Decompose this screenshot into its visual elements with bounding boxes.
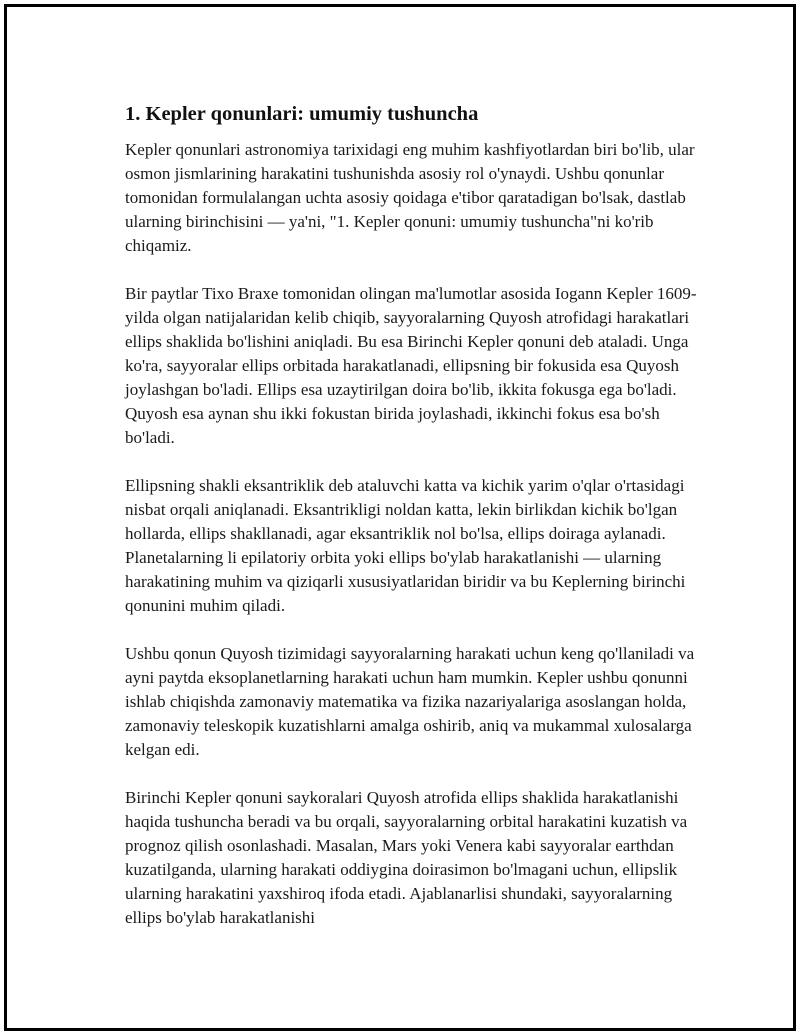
paragraph-intro: Kepler qonunlari astronomiya tarixidagi eng muhim kashfiyotlardan biri bo'lib, ular osmon jismlarining harakatini tushunishda asosiy rol o'ynaydi. Ushbu qonunlar tomonidan formulalangan uchta asosiy qoidaga e'tibor qaratadigan bo'lsak, dastlab ularning birinchisini — ya'ni, "1. Kepler qonuni: umumiy tushuncha"ni ko'rib chiqamiz. <box>125 140 695 255</box>
document-body <box>125 99 700 954</box>
paragraph-first-law: Bir paytlar Tixo Braxe tomonidan olingan ma'lumotlar asosida Iogann Kepler 1609-yilda olgan natijalaridan kelib chiqib, sayyoralarning Quyosh atrofidagi harakatlari ellips shaklida bo'lishini aniqladi. Bu esa Birinchi Kepler qonuni deb ataladi. Unga ko'ra, sayyoralar ellips orbitada harakatlanadi, ellipsning bir fokusida esa Quyosh joylashgan bo'ladi. Ellips esa uzaytirilgan doira bo'lib, ikkita fokusga ega bo'ladi. Quyosh esa aynan shu ikki fokustan birida joylashadi, ikkinchi fokus esa bo'sh bo'ladi. <box>125 284 697 447</box>
paragraph-application: Ushbu qonun Quyosh tizimidagi sayyoralarning harakati uchun keng qo'llaniladi va ayni paytda eksoplanetlarning harakati uchun ham mumkin. Kepler ushbu qonunni ishlab chiqishda zamonaviy matematika va fizika nazariyalariga asoslangan holda, zamonaviy teleskopik kuzatishlarni amalga oshirib, aniq va mukammal xulosalarga kelgan edi. <box>125 644 695 759</box>
paragraph-eccentricity: Ellipsning shakli eksantriklik deb ataluvchi katta va kichik yarim o'qlar o'rtasidagi nisbat orqali aniqlanadi. Eksantrikligi noldan katta, lekin birlikdan kichik bo'lgan hollarda, ellips shakllanadi, agar eksantriklik nol bo'lsa, ellips doiraga aylanadi. Planetalarning li epilatoriy orbita yoki ellips bo'ylab harakatlanishi — ularning harakatining muhim va qiziqarli xususiyatlaridan biridir va bu Keplerning birinchi qonunini muhim qiladi. <box>125 476 686 615</box>
paragraph-observation: Birinchi Kepler qonuni saykoralari Quyosh atrofida ellips shaklida harakatlanishi haqida tushuncha beradi va bu orqali, sayyoralarning orbital harakatini kuzatish va prognoz qilish osonlashadi. Masalan, Mars yoki Venera kabi sayyoralar earthdan kuzatilganda, ularning harakati oddiygina doirasimon bo'lmagani uchun, ellipslik ularning harakatini yaxshiroq ifoda etadi. Ajablanarlisi shundaki, sayyoralarning ellips bo'ylab harakatlanishi <box>125 788 688 927</box>
section-heading: 1. Kepler qonunlari: umumiy tushuncha <box>125 103 479 125</box>
page-frame <box>4 4 796 1031</box>
